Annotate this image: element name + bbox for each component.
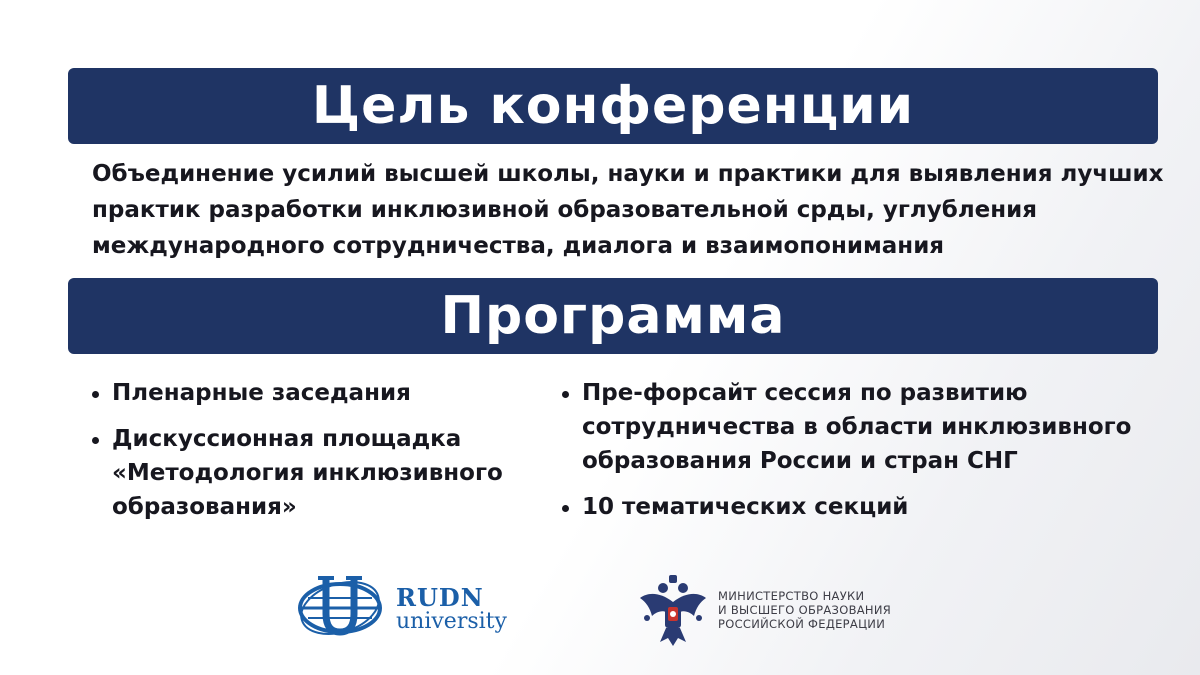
goal-text-line: практик разработки инклюзивной образовательной срды, углубления [92,197,1038,223]
rudn-logo [296,574,536,644]
program-list-right [560,376,1160,536]
rudn-subtitle: university [396,609,507,634]
goal-text-line: международного сотрудничества, диалога и взаимопонимания [92,233,945,259]
program-item: 10 тематических секций [560,490,1160,524]
ministry-logo [638,572,938,652]
rudn-name: RUDN [396,583,484,612]
rudn-globe-emblem-icon [296,574,386,640]
program-list-left [90,376,530,536]
ministry-name-line: РОССИЙСКОЙ ФЕДЕРАЦИИ [718,617,886,631]
program-item: Пре-форсайт сессия по развитию сотрудничества в области инклюзивного образования России и стран СНГ [560,376,1160,478]
program-banner [68,278,1158,354]
ministry-name-line: И ВЫСШЕГО ОБРАЗОВАНИЯ [718,603,892,617]
goal-text-line: Объединение усилий высшей школы, науки и практики для выявления лучших [92,161,1164,187]
goal-banner [68,68,1158,144]
goal-title: Цель конференции [311,76,915,136]
program-item: Пленарные заседания [90,376,530,410]
ministry-name-line: МИНИСТЕРСТВО НАУКИ [718,589,865,603]
double-headed-eagle-icon [638,572,708,648]
program-title: Программа [440,286,786,346]
goal-description [92,156,1172,264]
program-item: Дискуссионная площадка «Методология инклюзивного образования» [90,422,530,524]
